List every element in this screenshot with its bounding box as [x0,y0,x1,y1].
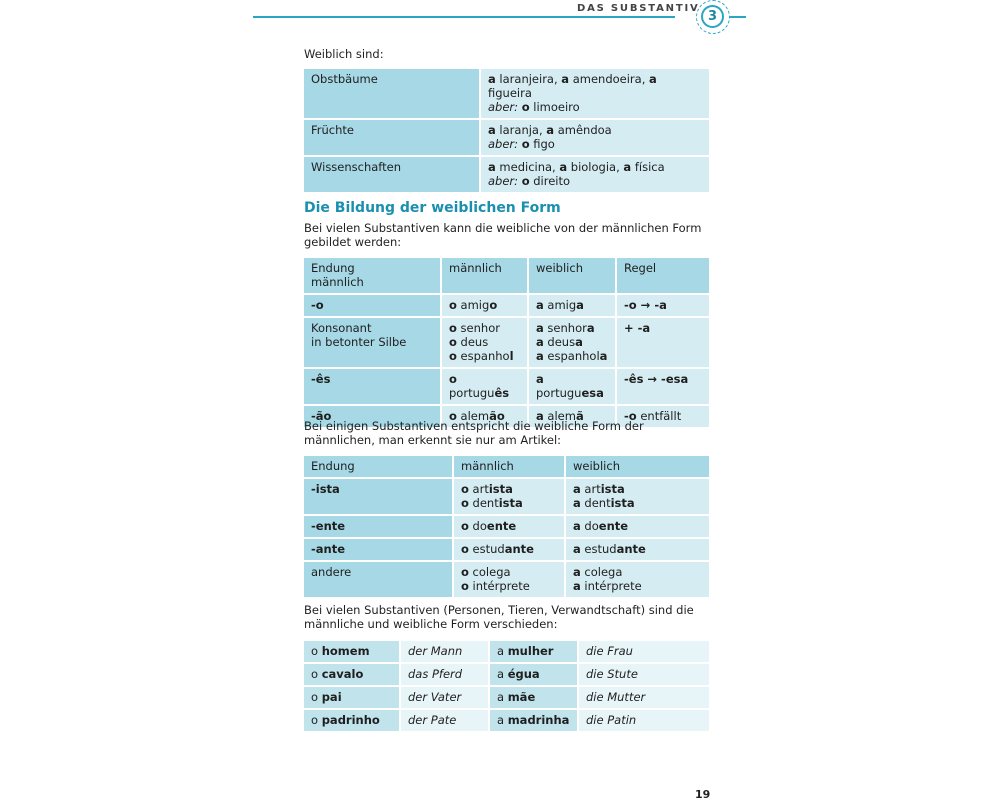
feminine-cell: a portuguesa [529,369,615,404]
examples-cell: a laranja, a amêndoa aber: o figo [481,120,709,155]
rule-cell: -o → -a [617,295,709,316]
ending-cell: -ente [304,516,452,537]
intro-text: Weiblich sind: [304,47,384,61]
same-form-table [302,454,711,599]
column-header: Endung männlich [304,258,440,293]
feminine-categories-table [302,67,711,194]
rule-cell: -o entfällt [617,406,709,427]
category-cell: Wissenschaften [304,157,479,192]
examples-cell: a medicina, a biologia, a física aber: o direito [481,157,709,192]
feminine-cell: a senhora a deusa a espanhola [529,318,615,367]
ending-cell: -ão [304,406,440,427]
feminine-translation: die Mutter [579,687,709,708]
masculine-cell: o senhor o deus o espanhol [442,318,527,367]
feminine-cell: a doente [566,516,709,537]
table-row [304,157,709,192]
column-header: weiblich [529,258,615,293]
masculine-word: o cavalo [304,664,399,685]
header-rule [253,16,675,18]
feminine-cell: a colega a intérprete [566,562,709,597]
table-row [304,516,709,537]
table-row [304,369,709,404]
category-cell: Obstbäume [304,69,479,118]
column-header: Regel [617,258,709,293]
table-row [304,318,709,367]
section-title: Die Bildung der weiblichen Form [304,200,561,216]
masculine-cell: o amigo [442,295,527,316]
different-forms-table [302,639,711,733]
masculine-cell: o português [442,369,527,404]
ending-cell: -ista [304,479,452,514]
formation-table [302,256,711,429]
column-header: männlich [454,456,564,477]
running-head: DAS SUBSTANTIV [577,3,700,14]
table-row [304,120,709,155]
feminine-word: a mãe [490,687,577,708]
masculine-cell: o doente [454,516,564,537]
table-row [304,641,709,662]
masculine-translation: der Vater [401,687,488,708]
column-header: weiblich [566,456,709,477]
column-header: Endung [304,456,452,477]
category-cell: Früchte [304,120,479,155]
examples-cell: a laranjeira, a amendoeira, a figueira aber: o limoeiro [481,69,709,118]
ending-cell: andere [304,562,452,597]
ending-cell: -ante [304,539,452,560]
feminine-translation: die Patin [579,710,709,731]
feminine-cell: a amiga [529,295,615,316]
table-row [304,664,709,685]
ending-cell: Konsonant in betonter Silbe [304,318,440,367]
rule-cell: + -a [617,318,709,367]
feminine-translation: die Frau [579,641,709,662]
table-row [304,479,709,514]
masculine-translation: das Pferd [401,664,488,685]
feminine-translation: die Stute [579,664,709,685]
ending-cell: -ês [304,369,440,404]
masculine-translation: der Pate [401,710,488,731]
header-rule-tail [730,16,746,18]
feminine-cell: a artista a dentista [566,479,709,514]
masculine-word: o padrinho [304,710,399,731]
chapter-number: 3 [701,5,724,28]
table-row [304,69,709,118]
masculine-cell: o alemão [442,406,527,427]
feminine-word: a égua [490,664,577,685]
masculine-word: o homem [304,641,399,662]
masculine-word: o pai [304,687,399,708]
chapter-badge [696,0,730,34]
masculine-cell: o estudante [454,539,564,560]
masculine-cell: o colega o intérprete [454,562,564,597]
feminine-cell: a estudante [566,539,709,560]
table-row [304,295,709,316]
feminine-cell: a alemã [529,406,615,427]
feminine-word: a madrinha [490,710,577,731]
masculine-translation: der Mann [401,641,488,662]
feminine-word: a mulher [490,641,577,662]
page-number: 19 [695,788,711,801]
rule-cell: -ês → -esa [617,369,709,404]
table-row [304,539,709,560]
paragraph-formation: Bei vielen Substantiven kann die weibliche von der männlichen Form gebildet werden: [304,221,702,249]
table-row [304,710,709,731]
column-header: männlich [442,258,527,293]
paragraph-same-form: Bei einigen Substantiven entspricht die weibliche Form der männlichen, man erkennt sie nur am Artikel: [304,419,644,447]
table-row [304,687,709,708]
table-row [304,562,709,597]
ending-cell: -o [304,295,440,316]
masculine-cell: o artista o dentista [454,479,564,514]
paragraph-different-forms: Bei vielen Substantiven (Personen, Tieren, Verwandtschaft) sind die männliche und weibliche Form verschieden: [304,603,694,631]
